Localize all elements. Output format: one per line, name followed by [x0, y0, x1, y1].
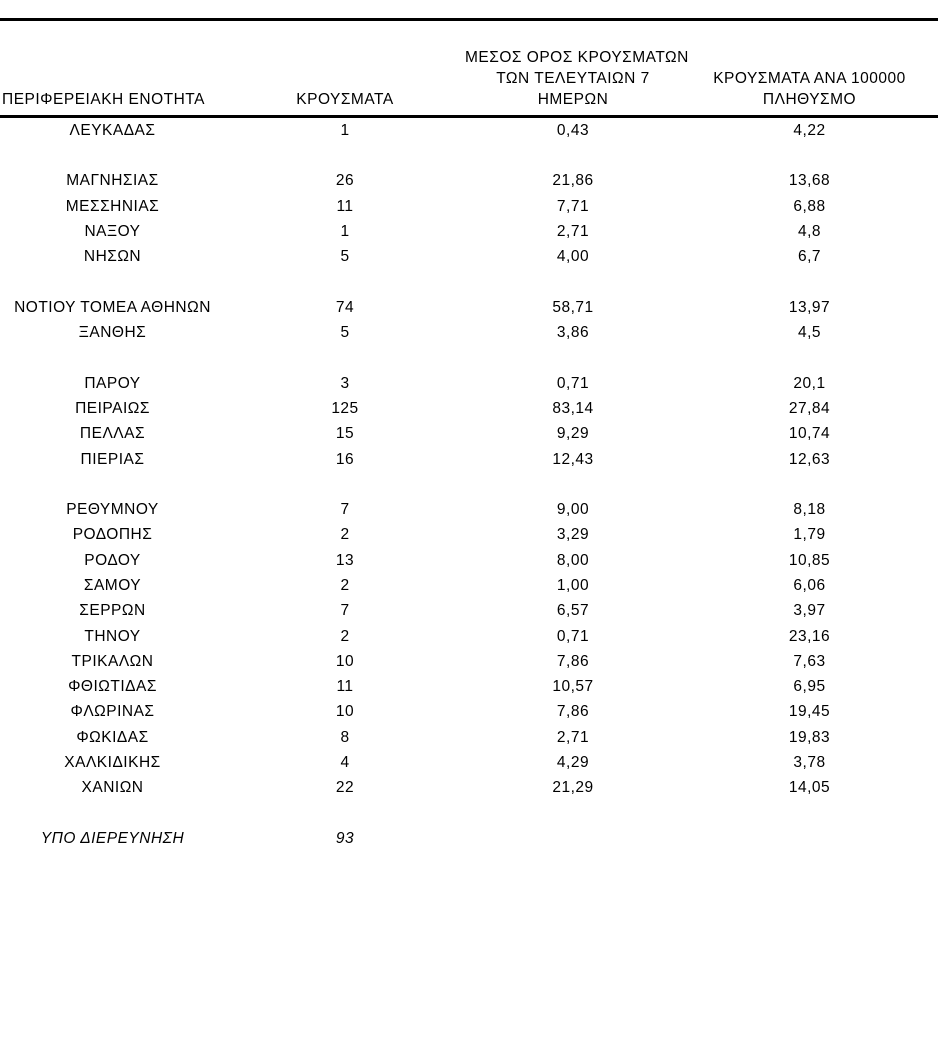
table-row — [0, 750, 938, 775]
per100k-cell: 6,95 — [793, 678, 826, 696]
table-row — [0, 396, 938, 421]
region-cell: ΝΑΞΟΥ — [84, 222, 141, 240]
per100k-cell: 20,1 — [793, 374, 826, 392]
table-row — [0, 169, 938, 194]
table-row — [0, 675, 938, 700]
cases-cell: 10 — [335, 652, 355, 670]
avg7-cell — [465, 826, 681, 851]
avg7-cell: 3,29 — [556, 526, 590, 544]
avg7-cell: 12,43 — [552, 450, 594, 468]
avg7-cell: 0,71 — [556, 374, 590, 392]
spacer-cell — [0, 346, 938, 371]
regional-cases-table — [0, 21, 938, 852]
per100k-cell: 14,05 — [788, 779, 831, 797]
per100k-cell: 12,63 — [788, 450, 831, 468]
avg7-cell: 4,29 — [556, 754, 590, 772]
region-cell: ΠΑΡΟΥ — [84, 374, 141, 392]
table-row — [0, 497, 938, 522]
avg7-cell: 3,86 — [556, 324, 590, 342]
table-row — [0, 295, 938, 320]
avg7-cell: 58,71 — [552, 298, 594, 316]
spacer-row — [0, 270, 938, 295]
region-cell: ΡΟΔΟΠΗΣ — [72, 526, 153, 544]
table-row — [0, 548, 938, 573]
avg7-cell: 7,71 — [556, 197, 590, 215]
spacer-cell — [0, 143, 938, 168]
avg7-cell: 8,00 — [556, 551, 590, 569]
region-cell: ΦΘΙΩΤΙΔΑΣ — [68, 678, 157, 696]
table-body — [0, 117, 938, 852]
table-row — [0, 523, 938, 548]
cases-cell: 74 — [335, 298, 355, 316]
header-per100k — [681, 21, 938, 117]
header-row — [0, 21, 938, 117]
region-cell: ΛΕΥΚΑΔΑΣ — [69, 121, 156, 139]
avg7-cell: 83,14 — [552, 399, 594, 417]
per100k-cell: 19,83 — [788, 728, 831, 746]
per100k-cell: 10,74 — [788, 425, 831, 443]
per100k-cell: 6,7 — [797, 248, 822, 266]
table-row — [0, 447, 938, 472]
table-row — [0, 725, 938, 750]
cases-cell: 10 — [335, 703, 355, 721]
avg7-cell: 4,00 — [556, 248, 590, 266]
table-row — [0, 320, 938, 345]
region-cell: ΠΕΛΛΑΣ — [79, 425, 146, 443]
region-cell: ΥΠΟ ΔΙΕΡΕΥΝΗΣΗ — [40, 829, 185, 847]
table-row — [0, 776, 938, 801]
table-row — [0, 573, 938, 598]
avg7-cell: 10,57 — [552, 678, 594, 696]
header-line: ΚΡΟΥΣΜΑΤΑ ΑΝΑ 100000 — [713, 70, 906, 87]
table-row — [0, 244, 938, 269]
region-cell: ΡΟΔΟΥ — [84, 551, 141, 569]
cases-cell: 5 — [340, 324, 350, 342]
per100k-cell: 27,84 — [788, 399, 831, 417]
avg7-cell: 9,29 — [556, 425, 590, 443]
table-row — [0, 219, 938, 244]
header-line: ΜΕΣΟΣ ΟΡΟΣ ΚΡΟΥΣΜΑΤΩΝ — [465, 49, 689, 66]
per100k-cell: 13,68 — [788, 172, 831, 190]
cases-cell: 7 — [340, 602, 350, 620]
header-line: ΗΜΕΡΩΝ — [537, 91, 609, 108]
per100k-cell: 4,8 — [797, 222, 822, 240]
region-cell: ΤΡΙΚΑΛΩΝ — [71, 652, 154, 670]
region-cell: ΡΕΘΥΜΝΟΥ — [66, 501, 159, 519]
per100k-cell: 23,16 — [788, 627, 831, 645]
per100k-cell: 4,22 — [793, 121, 826, 139]
table-row — [0, 649, 938, 674]
cases-cell: 8 — [340, 728, 350, 746]
per100k-cell: 6,88 — [793, 197, 826, 215]
cases-cell: 1 — [340, 121, 350, 139]
table-header — [0, 21, 938, 117]
per100k-cell: 10,85 — [788, 551, 831, 569]
cases-cell: 4 — [340, 754, 350, 772]
per100k-cell: 6,06 — [793, 576, 826, 594]
cases-cell: 2 — [340, 526, 350, 544]
region-cell: ΜΕΣΣΗΝΙΑΣ — [65, 197, 160, 215]
spacer-row — [0, 346, 938, 371]
cases-cell: 7 — [340, 501, 350, 519]
avg7-cell: 21,29 — [552, 779, 594, 797]
cases-cell: 2 — [340, 627, 350, 645]
region-cell: ΝΗΣΩΝ — [83, 248, 142, 266]
cases-cell: 5 — [340, 248, 350, 266]
region-cell: ΣΕΡΡΩΝ — [79, 602, 146, 620]
per100k-cell: 1,79 — [793, 526, 826, 544]
avg7-cell: 9,00 — [556, 501, 590, 519]
cases-cell: 15 — [335, 425, 355, 443]
table-row — [0, 117, 938, 144]
header-cases: ΚΡΟΥΣΜΑΤΑ — [225, 21, 465, 117]
avg7-cell: 7,86 — [556, 703, 590, 721]
cases-cell: 13 — [335, 551, 355, 569]
header-avg7 — [465, 21, 689, 117]
cases-cell: 26 — [335, 172, 355, 190]
table-row — [0, 599, 938, 624]
region-cell: ΦΛΩΡΙΝΑΣ — [70, 703, 155, 721]
spacer-cell — [0, 472, 938, 497]
header-line: ΤΩΝ ΤΕΛΕΥΤΑΙΩΝ 7 — [496, 70, 650, 87]
avg7-cell: 21,86 — [552, 172, 594, 190]
spacer-row — [0, 143, 938, 168]
table-row — [0, 422, 938, 447]
cases-cell: 2 — [340, 576, 350, 594]
cases-cell: 1 — [340, 222, 350, 240]
avg7-cell: 0,43 — [556, 121, 590, 139]
per100k-cell: 4,5 — [797, 324, 822, 342]
header-region: ΠΕΡΙΦΕΡΕΙΑΚΗ ΕΝΟΤΗΤΑ — [0, 21, 225, 117]
cases-cell: 93 — [335, 829, 355, 847]
cases-cell: 11 — [336, 197, 354, 215]
region-cell: ΧΑΝΙΩΝ — [81, 779, 144, 797]
under-investigation-row — [0, 826, 938, 851]
cases-cell: 11 — [336, 678, 354, 696]
per100k-cell: 3,78 — [793, 754, 826, 772]
table-row — [0, 371, 938, 396]
avg7-cell: 1,00 — [556, 576, 590, 594]
region-cell: ΤΗΝΟΥ — [84, 627, 141, 645]
region-cell: ΜΑΓΝΗΣΙΑΣ — [66, 172, 159, 190]
region-cell: ΝΟΤΙΟΥ ΤΟΜΕΑ ΑΘΗΝΩΝ — [14, 298, 211, 316]
region-cell: ΧΑΛΚΙΔΙΚΗΣ — [64, 754, 161, 772]
avg7-cell: 2,71 — [556, 222, 590, 240]
region-cell: ΠΕΙΡΑΙΩΣ — [75, 399, 150, 417]
region-cell: ΞΑΝΘΗΣ — [78, 324, 147, 342]
per100k-cell — [681, 826, 938, 851]
spacer-row — [0, 801, 938, 826]
avg7-cell: 0,71 — [556, 627, 590, 645]
avg7-cell: 2,71 — [556, 728, 590, 746]
cases-cell: 3 — [340, 374, 350, 392]
spacer-row — [0, 472, 938, 497]
per100k-cell: 19,45 — [788, 703, 831, 721]
cases-cell: 125 — [331, 399, 359, 417]
table-row — [0, 194, 938, 219]
avg7-cell: 7,86 — [556, 652, 590, 670]
region-cell: ΦΩΚΙΔΑΣ — [76, 728, 149, 746]
per100k-cell: 7,63 — [793, 652, 826, 670]
spacer-cell — [0, 270, 938, 295]
header-line: ΠΛΗΘΥΣΜΟ — [762, 91, 857, 108]
per100k-cell: 13,97 — [788, 298, 831, 316]
table-row — [0, 624, 938, 649]
table-row — [0, 700, 938, 725]
cases-cell: 22 — [335, 779, 355, 797]
region-cell: ΣΑΜΟΥ — [83, 576, 142, 594]
region-cell: ΠΙΕΡΙΑΣ — [80, 450, 145, 468]
per100k-cell: 3,97 — [793, 602, 826, 620]
avg7-cell: 6,57 — [556, 602, 590, 620]
spacer-cell — [0, 801, 938, 826]
cases-cell: 16 — [335, 450, 355, 468]
per100k-cell: 8,18 — [793, 501, 826, 519]
